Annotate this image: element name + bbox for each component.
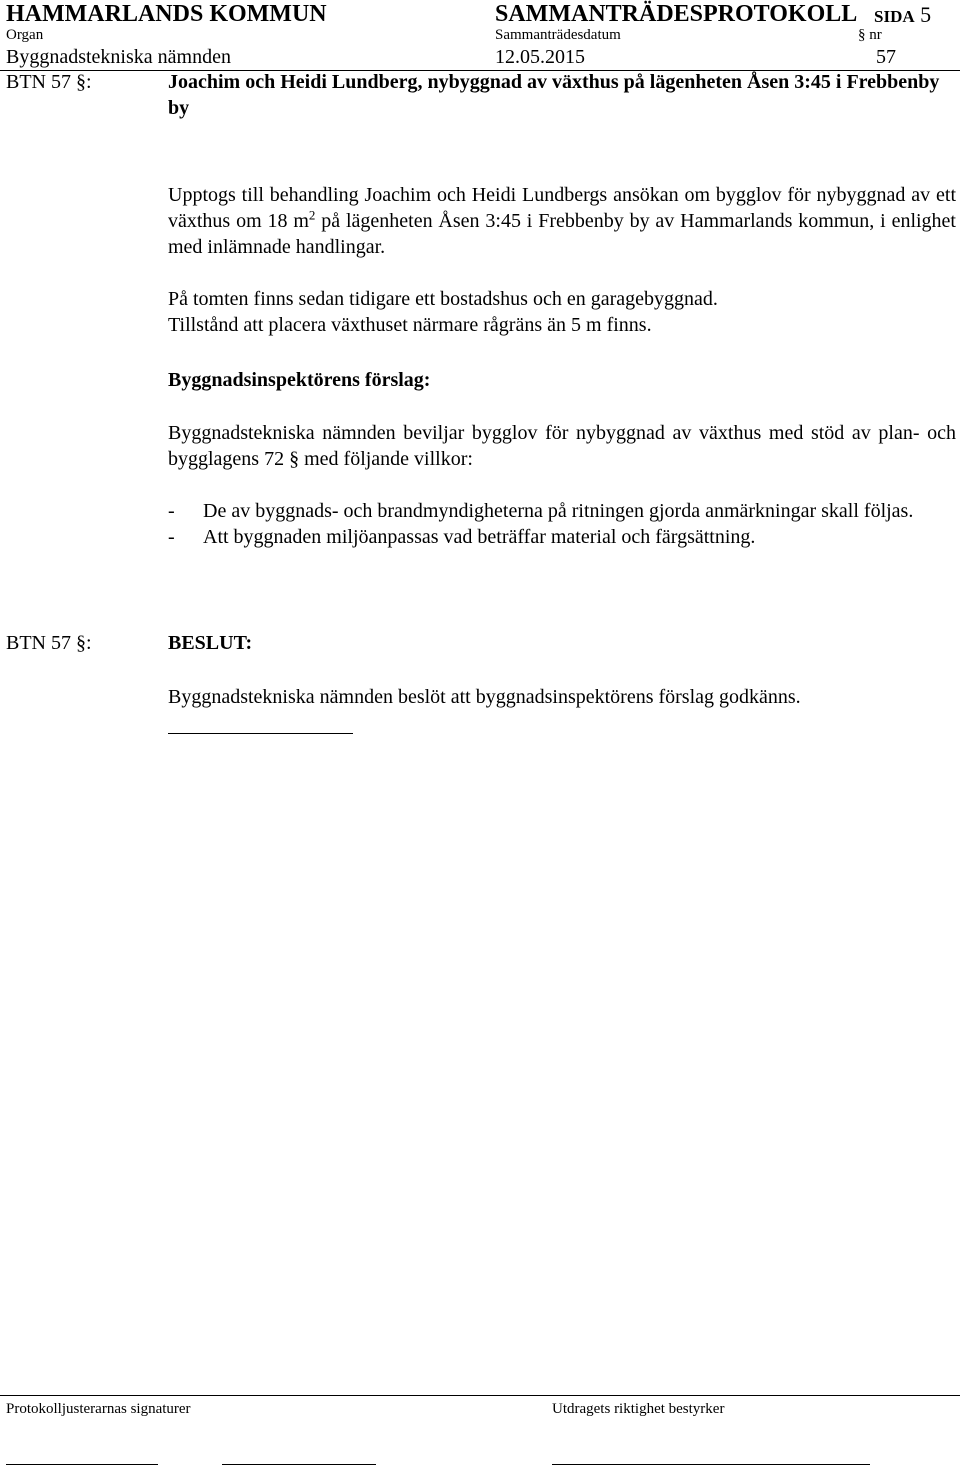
meeting-date: 12.05.2015 bbox=[495, 46, 585, 68]
item-title: Joachim och Heidi Lundberg, nybyggnad av växthus på lägenheten Åsen 3:45 i Frebbenby by bbox=[168, 71, 940, 119]
intro-text-2: på lägenheten Åsen 3:45 i Frebbenby by av Hammarlands kommun, i enlighet med inlämnade handlingar. bbox=[168, 210, 956, 258]
proposal-heading: Byggnadsinspektörens förslag: bbox=[168, 369, 431, 391]
certification-label: Utdragets riktighet bestyrker bbox=[552, 1401, 725, 1417]
organ-value: Byggnadstekniska nämnden bbox=[6, 46, 231, 68]
list-item bbox=[168, 498, 956, 524]
signature-line-1 bbox=[6, 1464, 158, 1465]
certification-line bbox=[552, 1464, 870, 1465]
intro-paragraph bbox=[168, 182, 956, 260]
intro-superscript: 2 bbox=[308, 207, 316, 223]
info-line-2: Tillstånd att placera växthuset närmare rågräns än 5 m finns. bbox=[168, 314, 652, 336]
decision-ref: BTN 57 §: bbox=[6, 632, 92, 654]
section-number: 57 bbox=[876, 46, 896, 68]
info-line-1: På tomten finns sedan tidigare ett bostadshus och en garagebyggnad. bbox=[168, 288, 718, 310]
conditions-list bbox=[168, 498, 956, 550]
signature-line-2 bbox=[222, 1464, 376, 1465]
info-paragraph bbox=[168, 286, 956, 338]
page-label: SIDA bbox=[874, 7, 915, 26]
decision-heading: BESLUT: bbox=[168, 632, 253, 654]
proposal-text: Byggnadstekniska nämnden beviljar bygglov för nybyggnad av växthus med stöd av plan- och bygglagens 72 § med följande villkor: bbox=[168, 422, 956, 470]
intro-text-1: Upptogs till behandling Joachim och Heidi Lundbergs ansökan om bygglov för nybyggnad av ett växthus om 18 m bbox=[168, 184, 956, 232]
list-dash: - bbox=[168, 526, 175, 548]
condition-text: Att byggnaden miljöanpassas vad beträffar material och färgsättning. bbox=[203, 526, 756, 548]
item-ref: BTN 57 §: bbox=[6, 71, 92, 93]
condition-text: De av byggnads- och brandmyndigheterna på ritningen gjorda anmärkningar skall följas. bbox=[203, 500, 914, 522]
signatures-label: Protokolljusterarnas signaturer bbox=[6, 1401, 191, 1417]
decision-text: Byggnadstekniska nämnden beslöt att byggnadsinspektörens förslag godkänns. bbox=[168, 686, 801, 708]
end-rule bbox=[168, 733, 353, 734]
page-number: 5 bbox=[920, 2, 932, 27]
footer-rule bbox=[0, 1395, 960, 1396]
municipality-name: HAMMARLANDS KOMMUN bbox=[6, 1, 327, 27]
list-item bbox=[168, 524, 956, 550]
page-indicator bbox=[874, 3, 931, 29]
date-label: Sammanträdesdatum bbox=[495, 27, 621, 43]
list-dash: - bbox=[168, 500, 175, 522]
document-type: SAMMANTRÄDESPROTOKOLL bbox=[495, 1, 858, 27]
organ-label: Organ bbox=[6, 27, 44, 43]
nr-label: § nr bbox=[858, 27, 882, 43]
